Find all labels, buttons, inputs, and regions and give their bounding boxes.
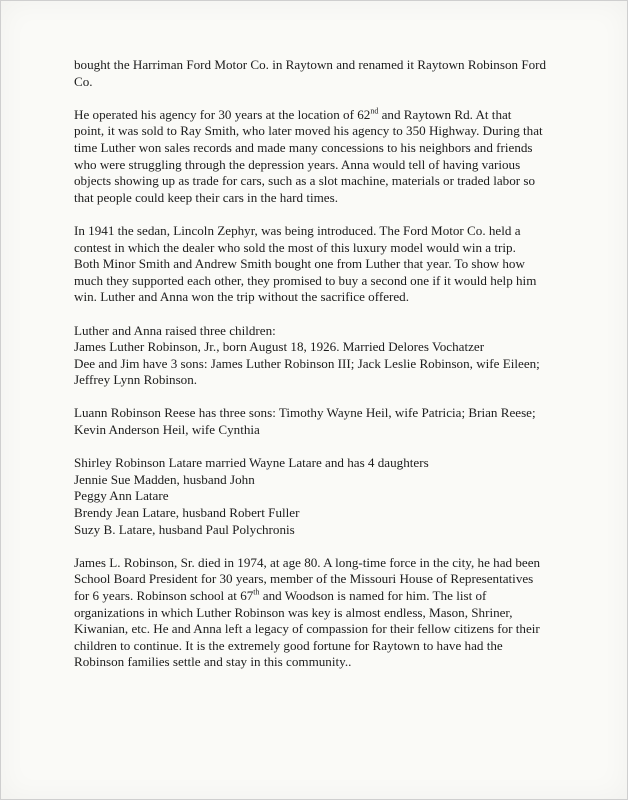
superscript: th (253, 587, 260, 597)
paragraph-agency (74, 107, 594, 207)
text-line: Brendy Jean Latare, husband Robert Fuller (74, 505, 300, 521)
text-line: organizations in which Luther Robinson was key is almost endless, Mason, Shriner, (74, 604, 513, 620)
text-line: Robinson families settle and stay in this community.. (74, 654, 352, 670)
text-line: Luann Robinson Reese has three sons: Timothy Wayne Heil, wife Patricia; Brian Reese; (74, 405, 536, 421)
text-line: School Board President for 30 years, member of the Missouri House of Representatives (74, 571, 534, 587)
text-line: who were struggling through the depression years. Anna would tell of having various (74, 156, 521, 172)
text-line: In 1941 the sedan, Lincoln Zephyr, was being introduced. The Ford Motor Co. held a (74, 222, 521, 238)
text-line: point, it was sold to Ray Smith, who later moved his agency to 350 Highway. During that (74, 123, 543, 139)
text-segment: for 6 years. Robinson school at 67 (74, 588, 254, 603)
text-line: Kiwanian, etc. He and Anna left a legacy of compassion for their fellow citizens for their (74, 621, 540, 637)
paragraph-shirley (74, 455, 594, 538)
text-line: win. Luther and Anna won the trip without the sacrifice offered. (74, 289, 410, 305)
text-line: Shirley Robinson Latare married Wayne Latare and has 4 daughters (74, 455, 429, 471)
text-line: bought the Harriman Ford Motor Co. in Raytown and renamed it Raytown Robinson Ford (74, 57, 547, 72)
text-line (74, 107, 594, 124)
paragraph-legacy (74, 555, 594, 671)
text-line: Dee and Jim have 3 sons: James Luther Robinson III; Jack Leslie Robinson, wife Eileen; (74, 355, 540, 371)
text-line: Suzy B. Latare, husband Paul Polychronis (74, 521, 295, 537)
text-line: Both Minor Smith and Andrew Smith bought one from Luther that year. To show how (74, 256, 525, 272)
text-line: children to continue. It is the extremely good fortune for Raytown to have had the (74, 637, 503, 653)
text-line: much they supported each other, they promised to buy a second one if it would help him (74, 272, 537, 288)
text-line: Co. (74, 73, 93, 89)
text-line: contest in which the dealer who sold the most of this luxury model would win a trip. (74, 239, 516, 255)
text-line: time Luther won sales records and made many concessions to his neighbors and friends (74, 139, 533, 155)
text-line: Jeffrey Lynn Robinson. (74, 372, 198, 388)
superscript: nd (370, 106, 379, 116)
paragraph-zephyr-contest (74, 223, 594, 306)
text-line: James Luther Robinson, Jr., born August 18, 1926. Married Delores Vochatzer (74, 339, 485, 355)
text-line: objects showing up as trade for cars, such as a slot machine, materials or traded labor so (74, 173, 536, 189)
text-segment: and Raytown Rd. At that (378, 106, 512, 122)
paragraph-ford-purchase (74, 57, 594, 90)
paragraph-luann (74, 405, 594, 438)
text-line: James L. Robinson, Sr. died in 1974, at age 80. A long-time force in the city, he had been (74, 554, 541, 570)
text-line: that people could keep their cars in the hard times. (74, 189, 338, 205)
text-line: Kevin Anderson Heil, wife Cynthia (74, 422, 260, 438)
text-line: Luther and Anna raised three children: (74, 322, 276, 338)
text-line: Peggy Ann Latare (74, 488, 169, 504)
text-line (74, 588, 594, 605)
text-line: Jennie Sue Madden, husband John (74, 471, 255, 487)
text-segment: and Woodson is named for him. The list of (259, 588, 487, 603)
document-body (74, 57, 594, 688)
paragraph-children (74, 323, 594, 389)
text-segment: He operated his agency for 30 years at the location of 62 (74, 106, 371, 122)
